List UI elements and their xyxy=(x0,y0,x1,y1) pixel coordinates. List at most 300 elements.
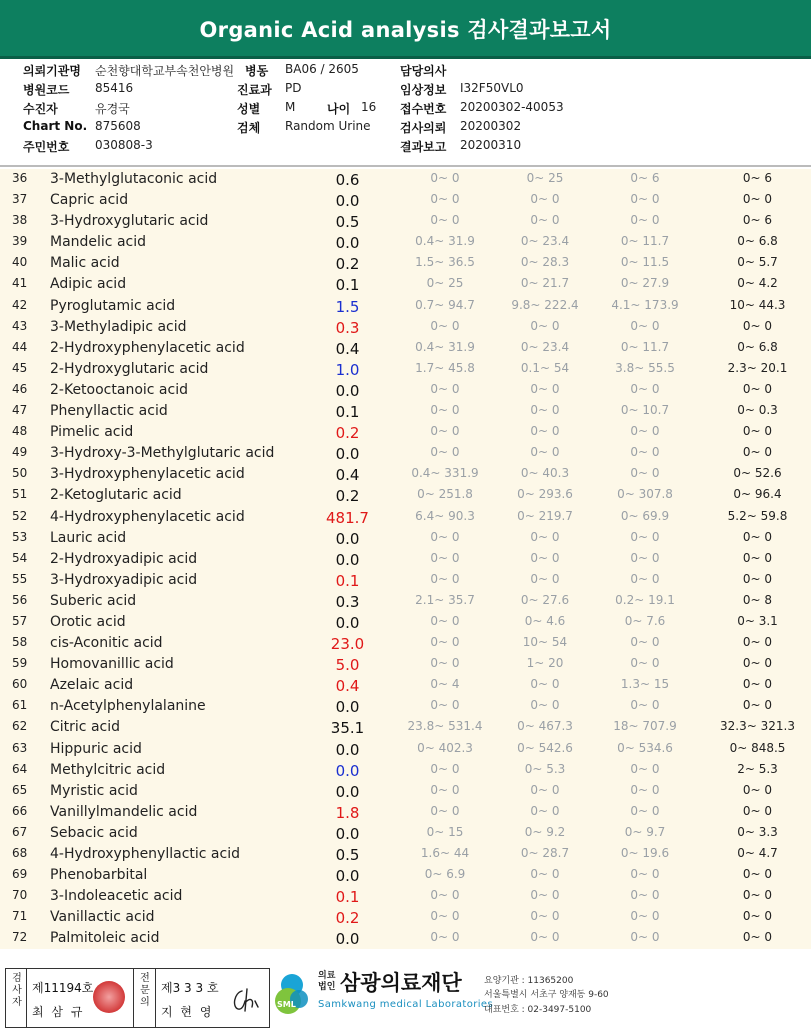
table-row xyxy=(0,654,811,675)
reference-range-3: 18~ 707.9 xyxy=(613,719,677,734)
reference-range-2: 0~ 40.3 xyxy=(520,466,570,481)
result-value: 1.0 xyxy=(335,360,360,379)
reference-range-2: 0~ 28.3 xyxy=(520,255,570,270)
address: 서울특별시 서초구 양재동 9-60 xyxy=(484,990,609,1000)
reference-range-4: 0~ 0 xyxy=(742,529,773,544)
analyte-name: 4-Hydroxyphenyllactic acid xyxy=(50,846,240,862)
row-number: 70 xyxy=(12,888,28,903)
reference-range-4: 0~ 96.4 xyxy=(733,487,782,502)
reference-range-2: 0~ 219.7 xyxy=(517,508,573,523)
reference-range-2: 0~ 28.7 xyxy=(520,846,570,860)
reference-range-3: 0~ 0 xyxy=(630,698,660,713)
analyte-name: Hippuric acid xyxy=(50,740,142,757)
reference-range-2: 0~ 0 xyxy=(530,867,560,882)
reference-range-1: 1.5~ 36.5 xyxy=(415,255,475,270)
row-number: 55 xyxy=(12,571,28,586)
table-row xyxy=(0,549,811,570)
table-row xyxy=(0,612,811,633)
reference-range-3: 0~ 10.7 xyxy=(620,403,670,418)
sml-logo-icon xyxy=(272,969,312,1019)
dept-value: PD xyxy=(285,81,302,95)
reference-range-2: 0~ 467.3 xyxy=(517,719,573,734)
analyte-name: 3-Hydroxyphenylacetic acid xyxy=(50,466,245,483)
row-number: 44 xyxy=(12,339,28,354)
reference-range-3: 0~ 0 xyxy=(630,381,660,396)
result-value: 0.4 xyxy=(335,466,360,485)
result-value: 1.5 xyxy=(335,297,360,316)
reference-range-1: 0~ 0 xyxy=(430,192,460,207)
reference-range-3: 1.3~ 15 xyxy=(620,677,670,692)
result-value: 0.0 xyxy=(335,698,360,717)
result-value: 0.0 xyxy=(335,867,360,886)
reference-range-2: 0~ 0 xyxy=(530,930,560,945)
result-value: 0.1 xyxy=(335,403,360,422)
ward-value: BA06 / 2605 xyxy=(285,62,359,76)
reference-range-4: 0~ 6 xyxy=(742,213,773,228)
report-title: Organic Acid analysis 검사결과보고서 xyxy=(199,18,612,42)
row-number: 60 xyxy=(12,677,28,692)
request-value: 20200302 xyxy=(460,119,522,133)
reference-range-3: 0~ 0 xyxy=(630,656,660,671)
row-number: 65 xyxy=(12,782,28,797)
sex-value: M xyxy=(285,100,296,114)
row-number: 47 xyxy=(12,403,28,418)
analyte-name: Citric acid xyxy=(50,719,120,736)
reference-range-3: 0~ 0 xyxy=(630,424,660,439)
table-row xyxy=(0,296,811,317)
reference-range-4: 0~ 6.8 xyxy=(737,234,778,249)
chart-label: Chart No. xyxy=(23,119,88,133)
reference-range-3: 0~ 0 xyxy=(630,782,660,797)
reference-range-2: 10~ 54 xyxy=(522,635,568,650)
row-number: 53 xyxy=(12,529,28,544)
row-number: 37 xyxy=(12,192,28,207)
result-value: 0.1 xyxy=(335,571,360,590)
chart-value: 875608 xyxy=(95,119,141,133)
reference-range-3: 0~ 69.9 xyxy=(620,508,670,523)
analyte-name: Pimelic acid xyxy=(50,424,134,441)
rrn-value: 030808-3 xyxy=(95,138,153,152)
reference-range-1: 0~ 15 xyxy=(426,824,464,839)
table-row xyxy=(0,591,811,612)
examiner-number: 제11194호 xyxy=(32,981,94,995)
results-table xyxy=(0,169,811,949)
result-value: 0.0 xyxy=(335,613,360,632)
reference-range-4: 0~ 8 xyxy=(742,592,773,607)
reference-range-2: 0~ 0 xyxy=(530,318,560,333)
reference-range-4: 0~ 0 xyxy=(742,867,773,882)
reference-range-2: 0~ 0 xyxy=(530,571,560,586)
reference-range-2: 0~ 0 xyxy=(530,424,560,439)
reference-range-2: 0~ 0 xyxy=(530,909,560,924)
hospital-value: 순천향대학교부속천안병원 xyxy=(95,64,235,78)
reference-range-1: 0~ 25 xyxy=(426,276,464,291)
report-footer xyxy=(0,965,811,1033)
result-value: 0.0 xyxy=(335,761,360,780)
reference-range-3: 0~ 0 xyxy=(630,445,660,460)
reference-range-3: 0~ 0 xyxy=(630,550,660,565)
reference-range-3: 0~ 19.6 xyxy=(620,846,670,860)
analyte-name: 3-Hydroxyglutaric acid xyxy=(50,213,209,230)
row-number: 72 xyxy=(12,930,28,945)
result-value: 0.5 xyxy=(335,213,360,232)
result-value: 0.4 xyxy=(335,677,360,696)
reference-range-1: 2.1~ 35.7 xyxy=(415,592,475,607)
reference-range-4: 0~ 4.7 xyxy=(737,846,778,860)
reference-range-4: 0~ 0 xyxy=(742,930,773,945)
row-number: 71 xyxy=(12,909,28,924)
row-number: 40 xyxy=(12,255,28,270)
reference-range-2: 0~ 0 xyxy=(530,381,560,396)
analyte-name: 3-Hydroxyadipic acid xyxy=(50,571,198,588)
reference-range-1: 0~ 0 xyxy=(430,318,460,333)
reference-range-1: 0~ 0 xyxy=(430,635,460,650)
reference-range-1: 0.4~ 331.9 xyxy=(411,466,479,481)
reference-range-1: 0.4~ 31.9 xyxy=(415,234,475,249)
reviewer-number: 제3 3 3 호 xyxy=(161,981,219,995)
result-value: 0.2 xyxy=(335,424,360,443)
specimen-value: Random Urine xyxy=(285,119,371,133)
reference-range-2: 0~ 0 xyxy=(530,192,560,207)
row-number: 54 xyxy=(12,550,28,565)
reference-range-4: 0~ 5.7 xyxy=(737,255,778,270)
analyte-name: Suberic acid xyxy=(50,592,137,609)
result-value: 0.0 xyxy=(335,192,360,211)
patient-info-block xyxy=(0,59,811,165)
result-value: 0.2 xyxy=(335,487,360,506)
hospital-label: 의뢰기관명 xyxy=(23,64,81,78)
reference-range-4: 0~ 0 xyxy=(742,635,773,650)
table-row xyxy=(0,422,811,443)
reference-range-4: 0~ 0 xyxy=(742,888,773,903)
reference-range-3: 3.8~ 55.5 xyxy=(615,360,675,375)
result-value: 481.7 xyxy=(326,508,369,527)
table-row xyxy=(0,844,811,865)
reference-range-2: 0~ 0 xyxy=(530,888,560,903)
row-number: 59 xyxy=(12,656,28,671)
row-number: 69 xyxy=(12,867,28,882)
table-row xyxy=(0,528,811,549)
reference-range-2: 0~ 542.6 xyxy=(517,740,573,755)
reference-range-1: 0~ 0 xyxy=(430,213,460,228)
analyte-name: Vanillylmandelic acid xyxy=(50,803,198,820)
row-number: 36 xyxy=(12,171,28,185)
rrn-label: 주민번호 xyxy=(23,140,70,154)
table-row xyxy=(0,232,811,253)
table-row xyxy=(0,317,811,338)
reference-range-1: 0~ 4 xyxy=(430,677,460,692)
table-row xyxy=(0,190,811,211)
reference-range-1: 0~ 0 xyxy=(430,424,460,439)
result-value: 35.1 xyxy=(330,719,365,738)
reference-range-4: 0~ 0 xyxy=(742,192,773,207)
specimen-label: 검체 xyxy=(237,121,261,135)
reference-range-4: 0~ 0 xyxy=(742,381,773,396)
analyte-name: Homovanillic acid xyxy=(50,656,174,673)
reference-range-3: 0~ 0 xyxy=(630,466,660,481)
reference-range-1: 0~ 0 xyxy=(430,803,460,818)
analyte-name: Lauric acid xyxy=(50,529,127,546)
analyte-name: 3-Indoleacetic acid xyxy=(50,888,183,905)
reference-range-4: 0~ 3.3 xyxy=(737,824,778,839)
reference-range-3: 0~ 11.7 xyxy=(620,234,670,249)
analyte-name: Methylcitric acid xyxy=(50,761,166,778)
reference-range-4: 5.2~ 59.8 xyxy=(727,508,788,523)
reference-range-3: 0~ 0 xyxy=(630,803,660,818)
reference-range-2: 0~ 0 xyxy=(530,403,560,418)
analyte-name: Mandelic acid xyxy=(50,234,147,251)
clinical-value: I32F50VL0 xyxy=(460,81,524,95)
analyte-name: Azelaic acid xyxy=(50,677,134,694)
row-number: 64 xyxy=(12,761,28,776)
reference-range-4: 0~ 0 xyxy=(742,909,773,924)
reference-range-1: 0.7~ 94.7 xyxy=(415,297,475,312)
reference-range-4: 0~ 0 xyxy=(742,656,773,671)
reference-range-1: 0.4~ 31.9 xyxy=(415,339,475,354)
table-row xyxy=(0,696,811,717)
reference-range-1: 0~ 0 xyxy=(430,761,460,776)
table-row xyxy=(0,338,811,359)
report-date-label: 결과보고 xyxy=(400,140,447,154)
table-row xyxy=(0,865,811,886)
reference-range-2: 0~ 293.6 xyxy=(517,487,573,502)
reference-range-3: 0~ 0 xyxy=(630,761,660,776)
result-value: 0.3 xyxy=(335,318,360,337)
analyte-name: Vanillactic acid xyxy=(50,909,155,926)
reference-range-3: 0~ 0 xyxy=(630,909,660,924)
row-number: 49 xyxy=(12,445,28,460)
corp-name: 삼광의료재단 xyxy=(340,971,462,995)
analyte-name: Phenyllactic acid xyxy=(50,403,168,420)
reference-range-3: 0~ 6 xyxy=(630,171,660,185)
result-value: 0.0 xyxy=(335,381,360,400)
reference-range-2: 0.1~ 54 xyxy=(520,360,570,375)
row-number: 39 xyxy=(12,234,28,249)
reference-range-1: 23.8~ 531.4 xyxy=(407,719,483,734)
reference-range-4: 2~ 5.3 xyxy=(737,761,778,776)
reference-range-4: 10~ 44.3 xyxy=(729,297,786,312)
examiner-label: 검사자 xyxy=(12,973,22,1008)
result-value: 0.0 xyxy=(335,824,360,843)
reference-range-4: 0~ 848.5 xyxy=(729,740,786,755)
reviewer-name: 지 현 영 xyxy=(161,1005,214,1019)
reference-range-4: 0~ 0 xyxy=(742,550,773,565)
reference-range-4: 0~ 6 xyxy=(742,171,773,185)
reference-range-4: 0~ 0 xyxy=(742,318,773,333)
reference-range-1: 6.4~ 90.3 xyxy=(415,508,475,523)
analyte-name: 2-Hydroxyadipic acid xyxy=(50,550,198,567)
reference-range-2: 0~ 0 xyxy=(530,550,560,565)
result-value: 0.1 xyxy=(335,888,360,907)
row-number: 38 xyxy=(12,213,28,228)
row-number: 66 xyxy=(12,803,28,818)
reference-range-1: 1.6~ 44 xyxy=(420,846,470,860)
result-value: 0.3 xyxy=(335,592,360,611)
patient-value: 유경국 xyxy=(95,102,130,116)
table-row xyxy=(0,717,811,738)
reference-range-2: 0~ 0 xyxy=(530,803,560,818)
reference-range-3: 0~ 0 xyxy=(630,318,660,333)
analyte-name: Malic acid xyxy=(50,255,120,272)
reference-range-1: 0~ 0 xyxy=(430,403,460,418)
reference-range-3: 0~ 27.9 xyxy=(620,276,670,291)
analyte-name: 2-Ketoglutaric acid xyxy=(50,487,182,504)
row-number: 48 xyxy=(12,424,28,439)
reference-range-4: 0~ 3.1 xyxy=(737,613,778,628)
report-header xyxy=(0,0,811,59)
result-value: 0.6 xyxy=(335,171,360,189)
reference-range-4: 0~ 0.3 xyxy=(737,403,778,418)
result-value: 0.5 xyxy=(335,846,360,864)
dept-label: 진료과 xyxy=(237,83,272,97)
table-row xyxy=(0,823,811,844)
table-row xyxy=(0,739,811,760)
table-row xyxy=(0,211,811,232)
phone-number: 대표번호 : 02-3497-5100 xyxy=(484,1005,592,1015)
reference-range-3: 0~ 11.5 xyxy=(620,255,670,270)
table-row xyxy=(0,886,811,907)
reference-range-2: 9.8~ 222.4 xyxy=(511,297,579,312)
table-row xyxy=(0,359,811,380)
signature-box xyxy=(5,968,270,1028)
reference-range-4: 0~ 52.6 xyxy=(733,466,782,481)
reference-range-1: 0~ 0 xyxy=(430,698,460,713)
code-value: 85416 xyxy=(95,81,134,95)
reference-range-1: 0~ 0 xyxy=(430,571,460,586)
clinical-label: 임상정보 xyxy=(400,83,447,97)
table-row xyxy=(0,760,811,781)
table-row xyxy=(0,253,811,274)
code-label: 병원코드 xyxy=(23,83,70,97)
table-row xyxy=(0,443,811,464)
table-row xyxy=(0,464,811,485)
reference-range-3: 4.1~ 173.9 xyxy=(611,297,679,312)
reference-range-3: 0~ 0 xyxy=(630,635,660,650)
reference-range-3: 0~ 0 xyxy=(630,571,660,586)
reference-range-3: 0~ 307.8 xyxy=(617,487,673,502)
result-value: 0.0 xyxy=(335,234,360,253)
reference-range-1: 0~ 0 xyxy=(430,782,460,797)
analyte-name: Capric acid xyxy=(50,192,129,209)
reference-range-4: 32.3~ 321.3 xyxy=(720,719,795,734)
analyte-name: cis-Aconitic acid xyxy=(50,635,163,652)
reference-range-2: 0~ 0 xyxy=(530,782,560,797)
reference-range-1: 0~ 0 xyxy=(430,930,460,945)
reference-range-4: 0~ 0 xyxy=(742,782,773,797)
examiner-name: 최 삼 규 xyxy=(32,1005,85,1019)
row-number: 43 xyxy=(12,318,28,333)
row-number: 58 xyxy=(12,635,28,650)
table-row xyxy=(0,570,811,591)
reference-range-4: 0~ 0 xyxy=(742,698,773,713)
doctor-label: 담당의사 xyxy=(400,64,447,78)
reference-range-2: 0~ 23.4 xyxy=(520,339,570,354)
analyte-name: n-Acetylphenylalanine xyxy=(50,698,206,715)
table-row xyxy=(0,781,811,802)
result-value: 0.0 xyxy=(335,445,360,464)
reference-range-2: 0~ 0 xyxy=(530,529,560,544)
analyte-name: 4-Hydroxyphenylacetic acid xyxy=(50,508,245,525)
reference-range-1: 0~ 402.3 xyxy=(417,740,473,755)
reference-range-1: 0~ 0 xyxy=(430,909,460,924)
reference-range-3: 0~ 0 xyxy=(630,192,660,207)
reference-range-4: 0~ 4.2 xyxy=(737,276,778,291)
corp-english-name: Samkwang medical Laboratories xyxy=(318,999,494,1010)
result-value: 0.0 xyxy=(335,550,360,569)
reference-range-4: 0~ 0 xyxy=(742,424,773,439)
reference-range-3: 0~ 11.7 xyxy=(620,339,670,354)
result-value: 0.0 xyxy=(335,782,360,801)
analyte-name: 3-Methyladipic acid xyxy=(50,318,187,335)
reference-range-1: 0~ 0 xyxy=(430,529,460,544)
analyte-name: 2-Hydroxyphenylacetic acid xyxy=(50,339,245,356)
header-divider xyxy=(0,165,811,167)
age-label: 나이 xyxy=(327,102,351,116)
analyte-name: 2-Hydroxyglutaric acid xyxy=(50,360,209,377)
table-row xyxy=(0,633,811,654)
reference-range-2: 0~ 0 xyxy=(530,213,560,228)
reference-range-1: 0~ 0 xyxy=(430,656,460,671)
row-number: 51 xyxy=(12,487,28,502)
result-value: 0.0 xyxy=(335,529,360,548)
result-value: 0.2 xyxy=(335,255,360,274)
logo-text: SML xyxy=(277,1000,296,1009)
reviewer-label: 전문의 xyxy=(140,973,150,1008)
row-number: 41 xyxy=(12,276,28,291)
reference-range-3: 0~ 0 xyxy=(630,529,660,544)
reference-range-3: 0.2~ 19.1 xyxy=(615,592,675,607)
analyte-name: Pyroglutamic acid xyxy=(50,297,176,314)
row-number: 46 xyxy=(12,381,28,396)
reference-range-3: 0~ 0 xyxy=(630,888,660,903)
sex-label: 성별 xyxy=(237,102,261,116)
result-value: 0.2 xyxy=(335,909,360,928)
result-value: 0.1 xyxy=(335,276,360,295)
row-number: 57 xyxy=(12,613,28,628)
reference-range-4: 0~ 0 xyxy=(742,677,773,692)
analyte-name: Palmitoleic acid xyxy=(50,930,160,947)
table-row xyxy=(0,675,811,696)
analyte-name: Sebacic acid xyxy=(50,824,138,841)
table-row xyxy=(0,928,811,949)
row-number: 61 xyxy=(12,698,28,713)
corp-type: 의료법인 xyxy=(318,971,336,992)
result-value: 0.4 xyxy=(335,339,360,358)
reference-range-4: 2.3~ 20.1 xyxy=(727,360,788,375)
result-value: 0.0 xyxy=(335,930,360,949)
analyte-name: Phenobarbital xyxy=(50,867,148,884)
reference-range-2: 0~ 25 xyxy=(526,171,564,185)
report-date-value: 20200310 xyxy=(460,138,522,152)
reference-range-4: 0~ 6.8 xyxy=(737,339,778,354)
reference-range-3: 0~ 7.6 xyxy=(624,613,666,628)
receipt-value: 20200302-40053 xyxy=(460,100,564,114)
row-number: 52 xyxy=(12,508,28,523)
reference-range-4: 0~ 0 xyxy=(742,571,773,586)
analyte-name: Adipic acid xyxy=(50,276,127,293)
row-number: 42 xyxy=(12,297,28,312)
table-row xyxy=(0,274,811,295)
reference-range-3: 0~ 0 xyxy=(630,213,660,228)
row-number: 56 xyxy=(12,592,28,607)
ward-label: 병동 xyxy=(245,64,269,78)
result-value: 0.0 xyxy=(335,740,360,759)
table-row xyxy=(0,907,811,928)
reference-range-1: 0~ 0 xyxy=(430,171,460,185)
reference-range-3: 0~ 9.7 xyxy=(624,824,666,839)
patient-label: 수진자 xyxy=(23,102,58,116)
analyte-name: 3-Hydroxy-3-Methylglutaric acid xyxy=(50,445,275,462)
